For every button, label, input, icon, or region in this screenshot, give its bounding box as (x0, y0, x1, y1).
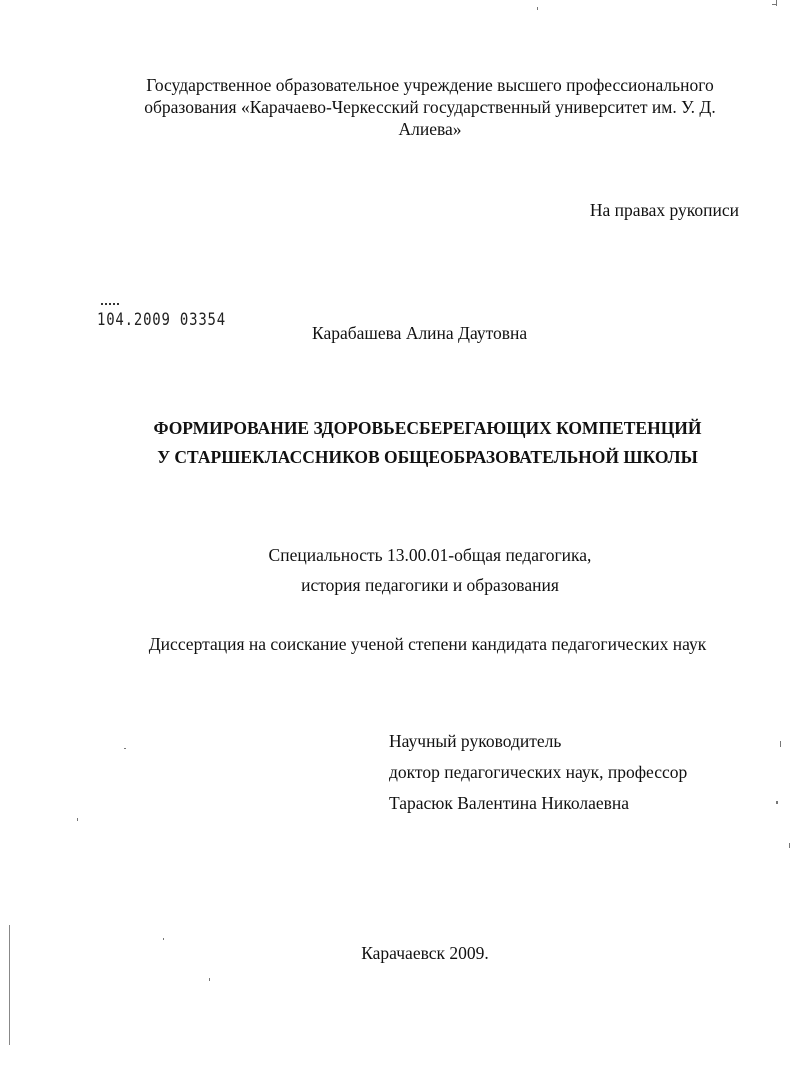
institution-line-1: Государственное образовательное учреждение высшего профессионального (146, 75, 714, 95)
city-year: Карачаевск 2009. (361, 943, 489, 963)
scientific-supervisor (389, 726, 687, 819)
supervisor-degree: доктор педагогических наук, профессор (389, 762, 688, 782)
dissertation-degree: Диссертация на соискание ученой степени кандидата педагогических наук (148, 634, 707, 654)
title-line-2: У СТАРШЕКЛАССНИКОВ ОБЩЕОБРАЗОВАТЕЛЬНОЙ ШКОЛЫ (157, 447, 698, 467)
manuscript-note: На правах рукописи (589, 200, 739, 220)
institution-header (100, 74, 760, 140)
supervisor-name: Тарасюк Валентина Николаевна (389, 793, 630, 813)
institution-line-2: образования «Карачаево-Черкесский государственный университет им. У. Д. (144, 97, 716, 117)
specialty-line-2: история педагогики и образования (301, 575, 559, 595)
specialty-line-1: Специальность 13.00.01-общая педагогика, (268, 545, 592, 565)
specialty (120, 540, 740, 600)
dissertation-title (100, 414, 755, 472)
title-line-1: ФОРМИРОВАНИЕ ЗДОРОВЬЕСБЕРЕГАЮЩИХ КОМПЕТЕНЦИЙ (153, 418, 702, 438)
scan-speck (537, 7, 538, 10)
scan-speck (124, 748, 126, 749)
supervisor-role: Научный руководитель (389, 731, 562, 751)
stamp-dots (101, 303, 119, 305)
scan-speck (163, 938, 164, 940)
scan-speck (776, 801, 778, 804)
scan-speck (789, 843, 790, 848)
institution-line-3: Алиева» (398, 119, 462, 139)
scan-speck (776, 0, 777, 6)
author-name: Карабашева Алина Даутовна (312, 323, 528, 343)
scan-speck (77, 818, 78, 821)
scan-edge-line (9, 925, 10, 1045)
scan-speck (780, 741, 781, 747)
library-stamp-number: 104.2009 03354 (97, 310, 226, 330)
scan-speck (209, 978, 210, 981)
